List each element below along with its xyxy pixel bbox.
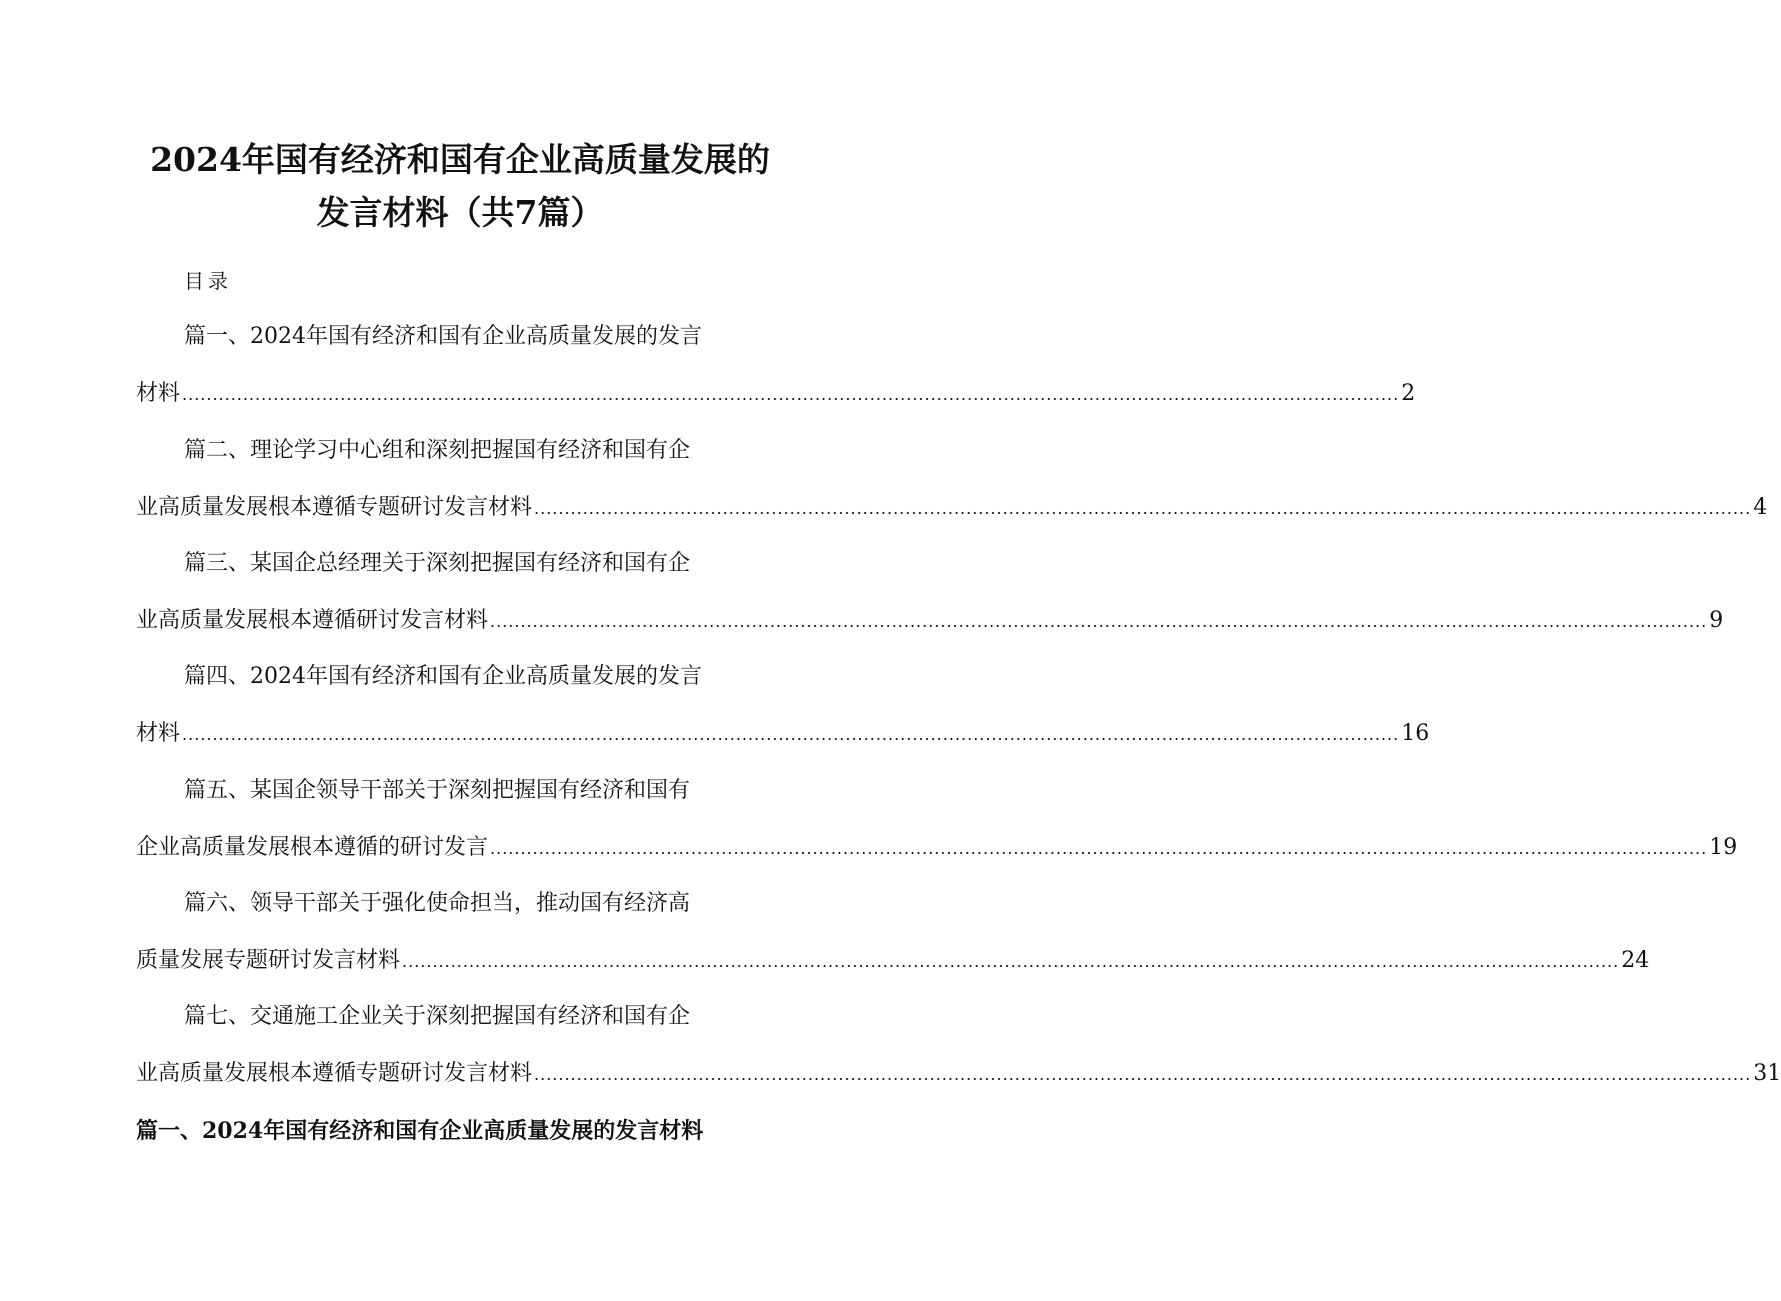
toc-entry-continuation [136, 1059, 1781, 1089]
document-title-line1: 2024年国有经济和国有企业高质量发展的 [150, 140, 770, 179]
toc-label: 目录 [184, 269, 232, 293]
toc-entry-continuation [136, 719, 1430, 749]
toc-entry-text: 材料 [136, 381, 181, 406]
toc-page-number: 31 [1753, 1061, 1781, 1086]
toc-page-number: 16 [1401, 721, 1430, 746]
toc-dot-leader: ........................................................................................................................................................................................................ [534, 499, 1752, 518]
toc-entry-continuation [136, 946, 1650, 976]
toc-page-number: 4 [1753, 495, 1768, 520]
section-heading: 篇一、2024年国有经济和国有企业高质量发展的发言材料 [136, 1118, 704, 1144]
toc-entry-title: 篇三、某国企总经理关于深刻把握国有经济和国有企 [184, 551, 691, 576]
toc-dot-leader: ........................................................................................................................................................................................................ [534, 1065, 1752, 1084]
toc-dot-leader: ........................................................................................................................................................................................................ [182, 725, 1400, 744]
toc-page-number: 9 [1709, 608, 1724, 633]
toc-entry-text: 企业高质量发展根本遵循的研讨发言 [136, 835, 489, 860]
toc-dot-leader: ........................................................................................................................................................................................................ [402, 952, 1620, 971]
toc-entry-text: 业高质量发展根本遵循专题研讨发言材料 [136, 495, 533, 520]
toc-entry-text: 质量发展专题研讨发言材料 [136, 948, 401, 973]
toc-entry-title: 篇一、2024年国有经济和国有企业高质量发展的发言 [184, 324, 702, 349]
toc-dot-leader: ........................................................................................................................................................................................................ [182, 385, 1400, 404]
toc-dot-leader: ........................................................................................................................................................................................................ [490, 839, 1708, 858]
toc-page-number: 19 [1709, 835, 1738, 860]
toc-entry-title: 篇七、交通施工企业关于深刻把握国有经济和国有企 [184, 1004, 691, 1029]
toc-page-number: 24 [1621, 948, 1650, 973]
document-title-line2: 发言材料（共7篇） [316, 193, 604, 232]
toc-entry-text: 业高质量发展根本遵循专题研讨发言材料 [136, 1061, 533, 1086]
toc-page-number: 2 [1401, 381, 1416, 406]
toc-entry-continuation [136, 833, 1738, 863]
toc-entry-text: 业高质量发展根本遵循研讨发言材料 [136, 608, 489, 633]
toc-entry-title: 篇五、某国企领导干部关于深刻把握国有经济和国有 [184, 778, 691, 803]
toc-entry-continuation [136, 379, 1416, 409]
toc-entry-continuation [136, 606, 1724, 636]
toc-dot-leader: ........................................................................................................................................................................................................ [490, 612, 1708, 631]
toc-entry-continuation [136, 493, 1768, 523]
toc-entry-title: 篇四、2024年国有经济和国有企业高质量发展的发言 [184, 664, 702, 689]
toc-entry-text: 材料 [136, 721, 181, 746]
toc-entry-title: 篇六、领导干部关于强化使命担当，推动国有经济高 [184, 891, 691, 916]
toc-entry-title: 篇二、理论学习中心组和深刻把握国有经济和国有企 [184, 438, 691, 463]
